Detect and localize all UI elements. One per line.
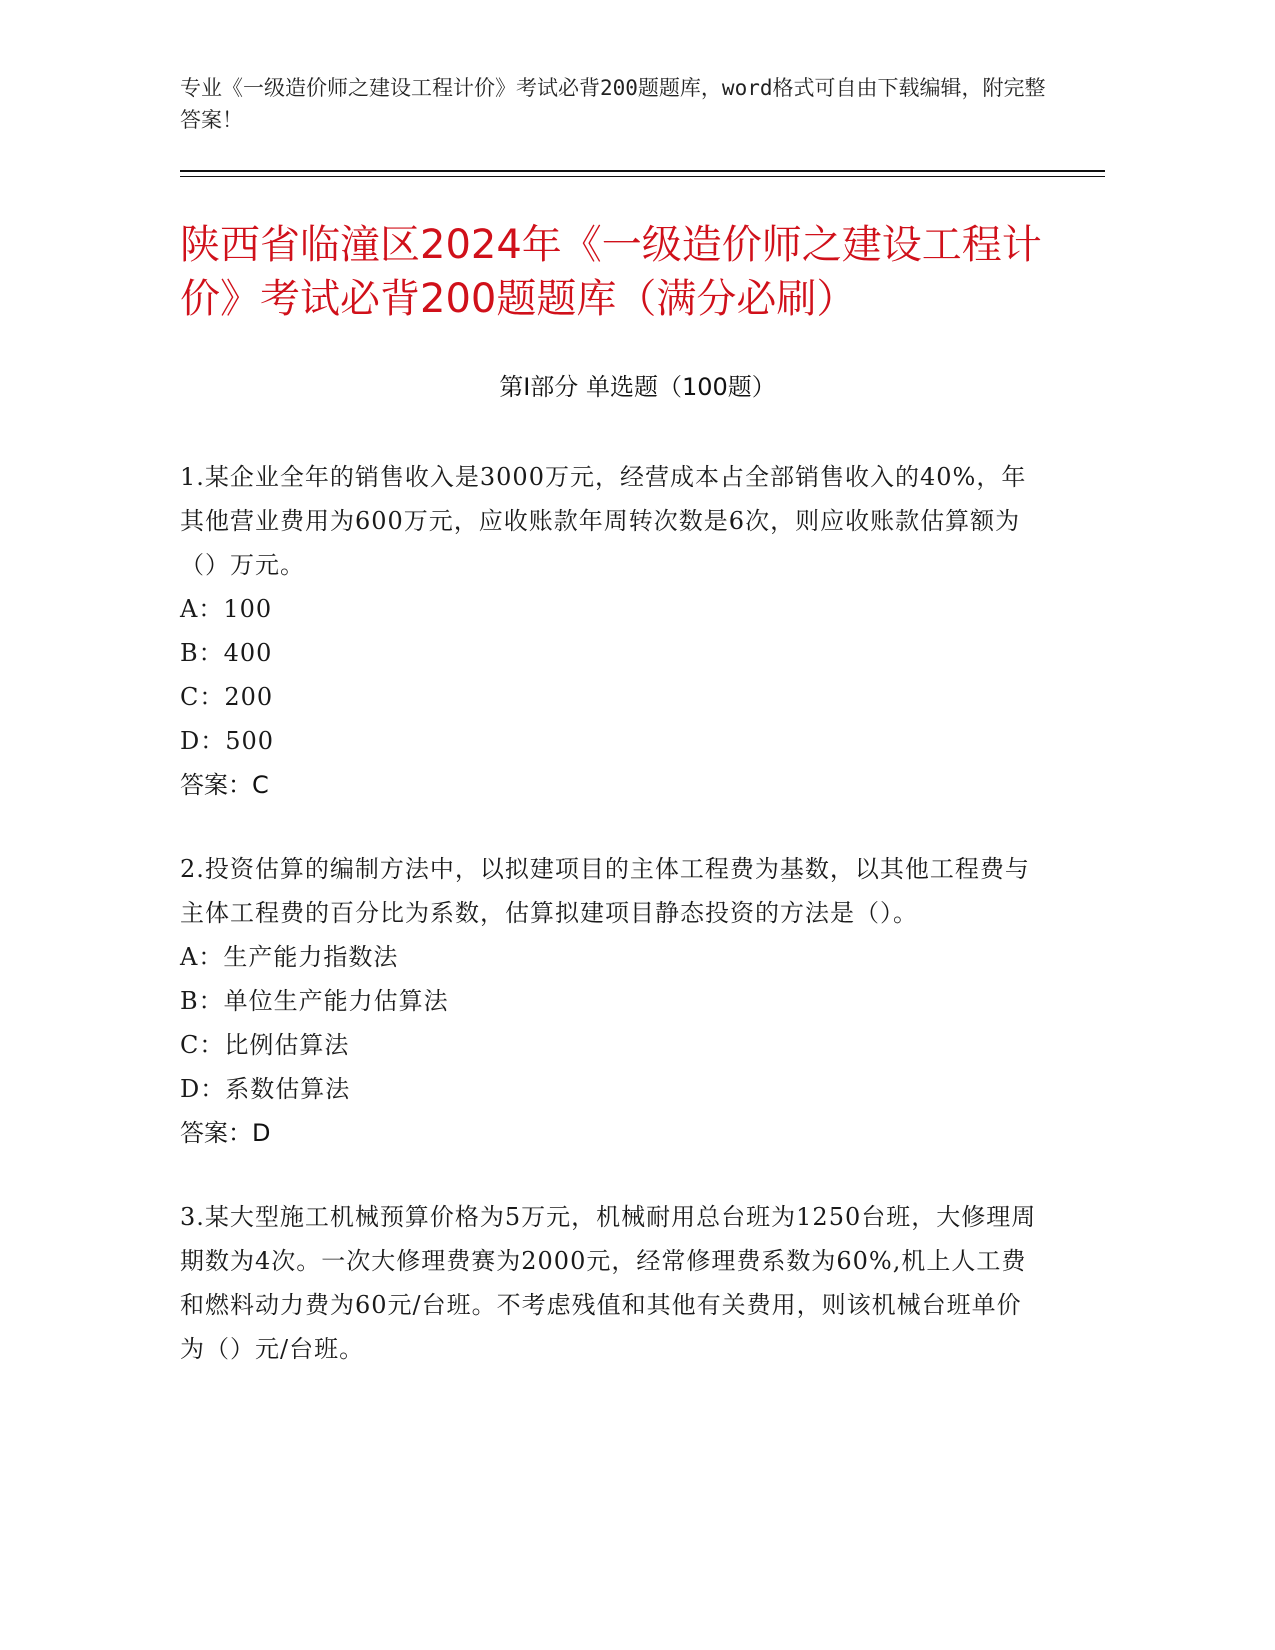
option-a: A：100 bbox=[180, 595, 273, 623]
header-divider-thick bbox=[180, 170, 1105, 172]
option-b: B：单位生产能力估算法 bbox=[180, 987, 449, 1015]
header-divider-thin bbox=[180, 176, 1105, 177]
document-title: 陕西省临潼区2024年《一级造价师之建设工程计价》考试必背200题题库（满分必刷） bbox=[180, 222, 1042, 322]
question-2 bbox=[180, 847, 1040, 1155]
option-a: A：生产能力指数法 bbox=[180, 943, 399, 971]
option-c: C：比例估算法 bbox=[180, 1031, 350, 1059]
question-stem: 3.某大型施工机械预算价格为5万元，机械耐用总台班为1250台班，大修理周期数为4次。一次大修理费赛为2000元，经常修理费系数为60%,机上人工费和燃料动力费为60元/台班。不考虑残值和其他有关费用，则该机械台班单价为（）元/台班。 bbox=[180, 1203, 1037, 1363]
question-list bbox=[180, 455, 1040, 1411]
header-note: 专业《一级造价师之建设工程计价》考试必背200题题库，word格式可自由下载编辑，附完整答案！ bbox=[180, 76, 1046, 132]
answer-line: 答案：D bbox=[180, 1119, 271, 1147]
question-stem: 2.投资估算的编制方法中，以拟建项目的主体工程费为基数，以其他工程费与主体工程费的百分比为系数，估算拟建项目静态投资的方法是（）。 bbox=[180, 855, 1030, 927]
question-stem: 1.某企业全年的销售收入是3000万元，经营成本占全部销售收入的40%，年其他营业费用为600万元，应收账款年周转次数是6次，则应收账款估算额为（）万元。 bbox=[180, 463, 1027, 579]
section-heading: 第Ⅰ部分 单选题（100题） bbox=[499, 373, 776, 401]
question-1 bbox=[180, 455, 1040, 807]
answer-line: 答案：C bbox=[180, 771, 269, 799]
option-d: D：系数估算法 bbox=[180, 1075, 351, 1103]
option-d: D：500 bbox=[180, 727, 275, 755]
option-b: B：400 bbox=[180, 639, 273, 667]
option-c: C：200 bbox=[180, 683, 274, 711]
question-3 bbox=[180, 1195, 1040, 1371]
